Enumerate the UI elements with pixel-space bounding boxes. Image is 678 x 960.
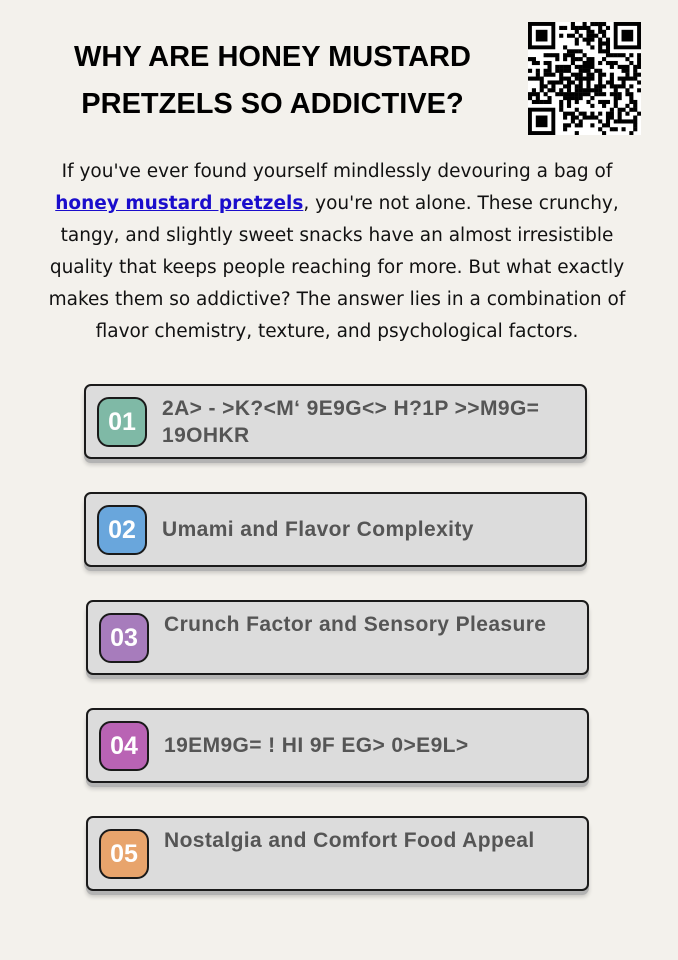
- section-title: 19EM9G= ! HI 9F EG> 0>E9L>: [164, 734, 469, 757]
- honey-mustard-pretzels-link[interactable]: honey mustard pretzels: [55, 193, 304, 214]
- section-number-badge: 03: [99, 613, 149, 663]
- intro-paragraph: [34, 156, 640, 348]
- page-title: [40, 34, 505, 128]
- intro-text-before: If you've ever found yourself mindlessly devouring a bag of: [61, 161, 613, 182]
- section-title: Umami and Flavor Complexity: [162, 518, 474, 541]
- section-card-5[interactable]: [86, 816, 589, 891]
- section-card-3[interactable]: [86, 600, 589, 675]
- section-number-badge: 02: [97, 505, 147, 555]
- section-title: Nostalgia and Comfort Food Appeal: [164, 829, 535, 852]
- section-title: 2A> - >K?<M‘ 9E9G<> H?1P >>M9G= 19OHKR: [162, 397, 540, 447]
- qr-code-icon: [528, 22, 641, 135]
- section-number-badge: 05: [99, 829, 149, 879]
- title-line-2: PRETZELS SO ADDICTIVE?: [81, 88, 464, 120]
- section-card-1[interactable]: [84, 384, 587, 459]
- section-title: Crunch Factor and Sensory Pleasure: [164, 613, 547, 636]
- title-line-1: WHY ARE HONEY MUSTARD: [74, 41, 471, 73]
- section-number-badge: 04: [99, 721, 149, 771]
- intro-text-after: , you're not alone. These crunchy, tangy, and slightly sweet snacks have an almost irresistible quality that keeps people reaching for more. But what exactly makes them so addictive? The answer lies in a combination of flavor chemistry, texture, and psychological factors.: [48, 193, 626, 342]
- section-card-4[interactable]: [86, 708, 589, 783]
- section-number-badge: 01: [97, 397, 147, 447]
- section-card-2[interactable]: [84, 492, 587, 567]
